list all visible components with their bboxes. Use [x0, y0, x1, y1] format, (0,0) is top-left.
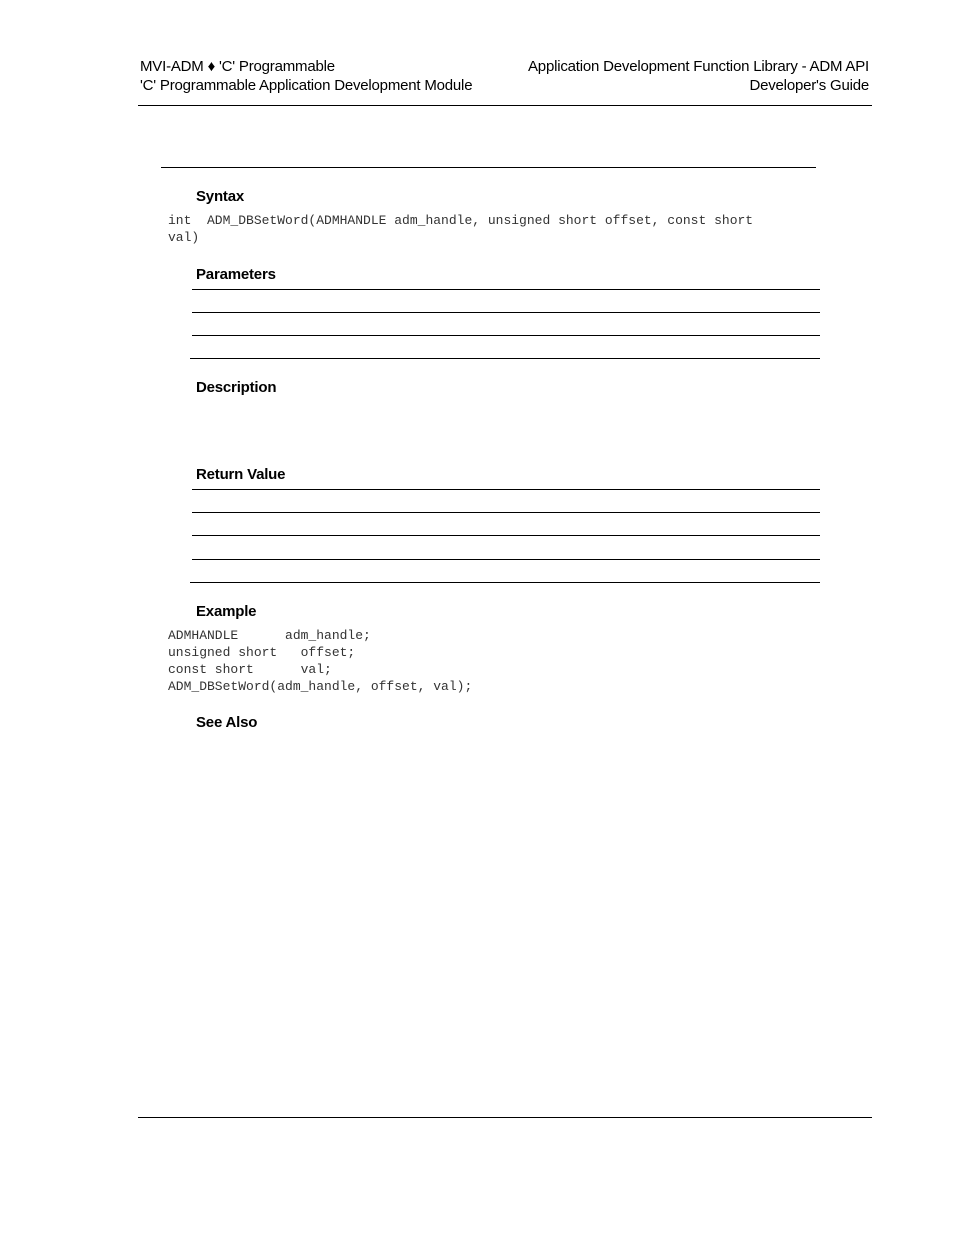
table-rule: [192, 512, 820, 513]
table-rule: [190, 358, 820, 359]
header-guide: Developer's Guide: [749, 77, 869, 94]
parameters-heading: Parameters: [196, 266, 276, 283]
example-heading: Example: [196, 603, 257, 620]
footer-rule: [138, 1117, 872, 1118]
table-rule: [192, 312, 820, 313]
syntax-heading: Syntax: [196, 188, 244, 205]
example-code: ADMHANDLE adm_handle; unsigned short offset; const short val; ADM_DBSetWord(adm_handle, offset, val);: [168, 628, 473, 694]
table-rule: [192, 335, 820, 336]
table-rule: [192, 289, 820, 290]
table-rule: [192, 535, 820, 536]
table-rule: [192, 559, 820, 560]
header-module: 'C' Programmable Application Development Module: [140, 77, 473, 94]
table-rule: [192, 489, 820, 490]
table-rule: [190, 582, 820, 583]
title-rule: [161, 167, 816, 168]
see-also-heading: See Also: [196, 714, 258, 731]
description-heading: Description: [196, 379, 277, 396]
header-left: [140, 57, 472, 95]
syntax-code: int ADM_DBSetWord(ADMHANDLE adm_handle, unsigned short offset, const short val): [168, 213, 754, 245]
header-library: Application Development Function Library - ADM API: [528, 58, 869, 75]
header-product: MVI-ADM ♦ 'C' Programmable: [140, 58, 335, 75]
header-rule: [138, 105, 872, 106]
return-value-heading: Return Value: [196, 466, 286, 483]
header-right: [528, 57, 869, 95]
